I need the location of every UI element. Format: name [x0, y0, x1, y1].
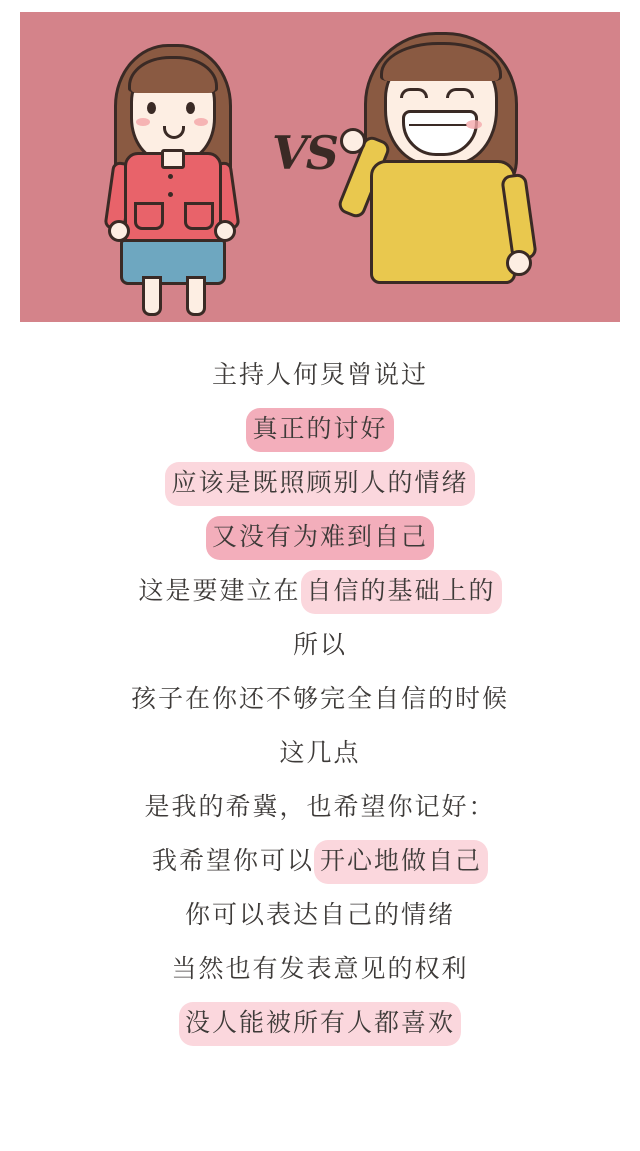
left-blush-right [194, 118, 208, 126]
right-sweater [370, 160, 516, 284]
left-leg-right [186, 276, 206, 316]
page-root [0, 12, 640, 1151]
left-eye-left [147, 102, 156, 114]
text-line [20, 402, 620, 456]
text-line [20, 348, 620, 402]
text-segment: 所以 [292, 630, 347, 659]
text-segment: 你可以表达自己的情绪 [184, 900, 455, 929]
text-line [20, 888, 620, 942]
left-character-illustration [90, 34, 255, 309]
text-line [20, 618, 620, 672]
text-line [20, 456, 620, 510]
right-blush [466, 120, 482, 129]
text-segment-highlighted: 开心地做自己 [314, 834, 488, 888]
left-leg-left [142, 276, 162, 316]
text-segment-highlighted: 没人能被所有人都喜欢 [179, 996, 461, 1050]
left-eye-right [186, 102, 195, 114]
text-segment-highlighted: 真正的讨好 [246, 402, 393, 456]
text-segment: 主持人何炅曾说过 [211, 360, 428, 389]
illustration-banner [20, 12, 620, 322]
left-pocket-left [134, 202, 164, 230]
right-eye-right [446, 88, 474, 98]
left-collar [161, 149, 185, 169]
vs-label: VS [272, 126, 337, 180]
text-segment: 当然也有发表意见的权利 [171, 954, 469, 983]
text-line [20, 942, 620, 996]
text-segment: 是我的希冀，也希望你记好： [144, 792, 496, 821]
right-hand-down [506, 250, 532, 276]
text-segment-highlighted: 自信的基础上的 [301, 564, 502, 618]
text-line [20, 672, 620, 726]
text-line [20, 564, 620, 618]
left-skirt [120, 239, 226, 285]
text-segment: 这是要建立在 [138, 576, 301, 605]
text-segment: 这几点 [279, 738, 361, 767]
text-line [20, 780, 620, 834]
text-line [20, 726, 620, 780]
text-segment: 孩子在你还不够完全自信的时候 [130, 684, 509, 713]
right-hand-raised [340, 128, 366, 154]
right-eye-left [400, 88, 428, 98]
left-button-2 [168, 192, 173, 197]
text-line [20, 996, 620, 1050]
left-button-1 [168, 174, 173, 179]
caption-text-block [20, 348, 620, 1050]
text-segment: 我希望你可以 [151, 846, 314, 875]
left-pocket-right [184, 202, 214, 230]
text-line [20, 834, 620, 888]
text-segment-highlighted: 又没有为难到自己 [206, 510, 434, 564]
right-character-illustration [340, 24, 540, 314]
left-blush-left [136, 118, 150, 126]
text-segment-highlighted: 应该是既照顾别人的情绪 [165, 456, 474, 510]
text-line [20, 510, 620, 564]
